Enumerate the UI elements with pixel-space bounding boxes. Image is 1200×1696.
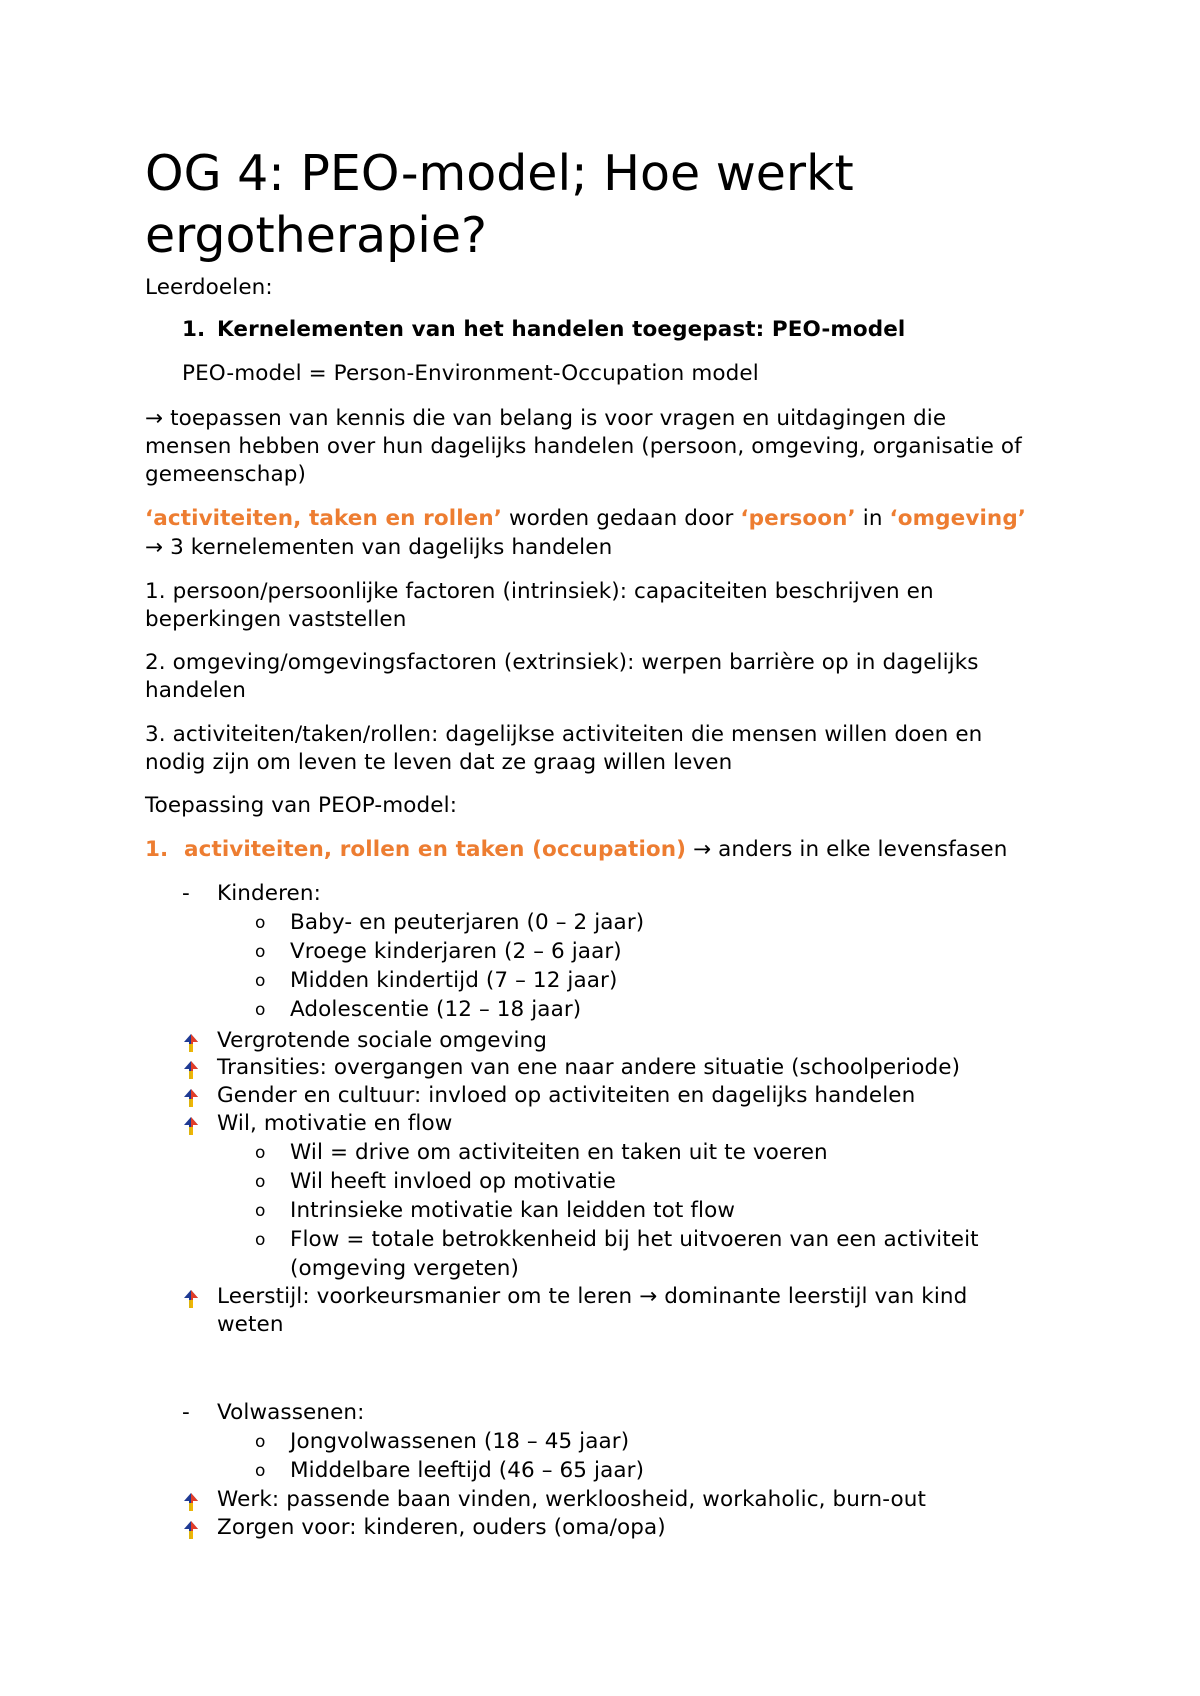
bullet-arrow-icon (182, 1492, 200, 1512)
leerstijl-text: Leerstijl: voorkeursmanier om te leren (217, 1284, 633, 1309)
circle-bullet: o (255, 1172, 266, 1192)
topic-item: Transities: overgangen van ene naar andere situatie (schoolperiode) (217, 1055, 961, 1080)
numbered-3-line-1: 3. activiteiten/taken/rollen: dagelijkse activiteiten die mensen willen doen en (145, 722, 983, 747)
peo-definition: PEO-model = Person-Environment-Occupation model (182, 361, 759, 386)
kernelementen-text: 3 kernelementen van dagelijks handelen (170, 535, 613, 560)
circle-bullet: o (255, 971, 266, 991)
keywords-line (145, 505, 1026, 533)
kinderen-item: Adolescentie (12 – 18 jaar) (290, 997, 582, 1022)
leerstijl-line-2: weten (217, 1312, 284, 1337)
bullet-arrow-icon (182, 1088, 200, 1108)
kinderen-item: Vroege kinderjaren (2 – 6 jaar) (290, 939, 622, 964)
arrow-right-icon: → (145, 406, 164, 431)
circle-bullet: o (255, 1143, 266, 1163)
title-line-2: ergotherapie? (145, 207, 487, 264)
keyword-omgeving: ‘omgeving’ (889, 506, 1027, 531)
heading-2-orange: activiteiten, rollen en taken (occupation) (184, 837, 687, 862)
leerdoelen-label: Leerdoelen: (145, 275, 273, 300)
arrow-right-icon: → (639, 1284, 658, 1309)
kinderen-item: Baby- en peuterjaren (0 – 2 jaar) (290, 910, 645, 935)
circle-bullet: o (255, 1230, 266, 1250)
numbered-3-line-2: nodig zijn om leven te leven dat ze graag willen leven (145, 750, 733, 775)
wil-item: Intrinsieke motivatie kan leidden tot flow (290, 1198, 736, 1223)
volwassenen-label: Volwassenen: (217, 1400, 365, 1425)
paragraph-1-line-2: mensen hebben over hun dagelijks handelen (persoon, omgeving, organisatie of (145, 434, 1022, 459)
wil-item: Flow = totale betrokkenheid bij het uitvoeren van een activiteit (290, 1227, 979, 1252)
volwassenen-item: Middelbare leeftijd (46 – 65 jaar) (290, 1458, 645, 1483)
heading-2-number: 1. (145, 837, 169, 862)
keyword-in: in (855, 506, 890, 531)
bullet-arrow-icon (182, 1060, 200, 1080)
bullet-arrow-icon (182, 1116, 200, 1136)
arrow-right-icon: → (693, 837, 712, 862)
keyword-activiteiten: ‘activiteiten, taken en rollen’ (145, 506, 503, 531)
leerstijl-text-2: dominante leerstijl van kind (664, 1284, 968, 1309)
wil-item: Wil = drive om activiteiten en taken uit te voeren (290, 1140, 828, 1165)
topic-item: Wil, motivatie en flow (217, 1111, 453, 1136)
circle-bullet: o (255, 1201, 266, 1221)
title-line-1: OG 4: PEO-model; Hoe werkt (145, 145, 854, 202)
topic-item: Gender en cultuur: invloed op activiteiten en dagelijks handelen (217, 1083, 916, 1108)
dash-bullet: - (182, 1400, 190, 1425)
bullet-arrow-icon (182, 1033, 200, 1053)
bullet-arrow-icon (182, 1289, 200, 1309)
numbered-1-line-1: 1. persoon/persoonlijke factoren (intrinsiek): capaciteiten beschrijven en (145, 579, 934, 604)
dash-bullet: - (182, 881, 190, 906)
paragraph-1-line-1 (145, 405, 946, 433)
arrow-right-icon: → (145, 535, 164, 560)
topic-item: Werk: passende baan vinden, werkloosheid, workaholic, burn-out (217, 1487, 927, 1512)
kinderen-label: Kinderen: (217, 881, 321, 906)
keyword-connector: worden gedaan door (502, 506, 741, 531)
paragraph-1-line-3: gemeenschap) (145, 462, 306, 487)
kernelementen-line (145, 534, 612, 562)
numbered-1-line-2: beperkingen vaststellen (145, 607, 407, 632)
heading-2-rest: anders in elke levensfasen (718, 837, 1008, 862)
wil-item-continuation: (omgeving vergeten) (290, 1256, 520, 1281)
toepassing-label: Toepassing van PEOP-model: (145, 793, 458, 818)
circle-bullet: o (255, 1000, 266, 1020)
keyword-persoon: ‘persoon’ (740, 506, 856, 531)
wil-item: Wil heeft invloed op motivatie (290, 1169, 616, 1194)
heading-2-line (184, 836, 1007, 864)
circle-bullet: o (255, 942, 266, 962)
topic-item: Zorgen voor: kinderen, ouders (oma/opa) (217, 1515, 666, 1540)
topic-item: Vergrotende sociale omgeving (217, 1028, 547, 1053)
circle-bullet: o (255, 1432, 266, 1452)
volwassenen-item: Jongvolwassenen (18 – 45 jaar) (290, 1429, 630, 1454)
numbered-2-line-1: 2. omgeving/omgevingsfactoren (extrinsiek): werpen barrière op in dagelijks (145, 650, 979, 675)
paragraph-1-text: toepassen van kennis die van belang is voor vragen en uitdagingen die (170, 406, 947, 431)
bullet-arrow-icon (182, 1520, 200, 1540)
heading-1-text: Kernelementen van het handelen toegepast: PEO-model (217, 317, 906, 342)
circle-bullet: o (255, 1461, 266, 1481)
heading-1-number: 1. (182, 317, 206, 342)
circle-bullet: o (255, 913, 266, 933)
kinderen-item: Midden kindertijd (7 – 12 jaar) (290, 968, 618, 993)
numbered-2-line-2: handelen (145, 678, 246, 703)
leerstijl-line-1 (217, 1283, 967, 1311)
